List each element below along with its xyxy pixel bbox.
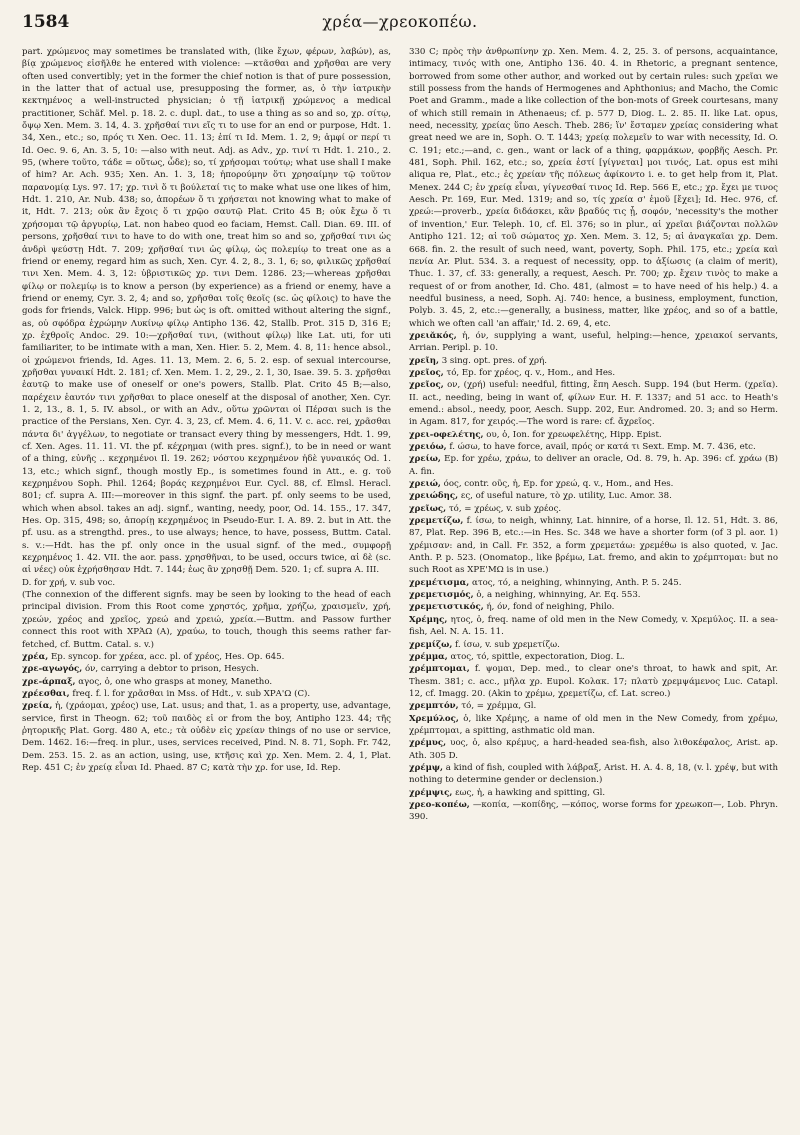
entry-headword: χρειᾰκός,: [409, 330, 457, 341]
entry-body: ον, (χρή) useful: needful, fitting, ἔπη Aesch. Supp. 194 (but Herm. (χρεῖα). II. act., needing, being in want of, φίλων Eur. H. F. 1337; and 51 acc. to Heath's emend.: absol., needy, poor, Aesch. Supp. 202, Eur. Andromed. 20. 3; and so Herm. in Agam. 817, for χειρός.—The word is rare: cf. ἄχρεῖος.: [409, 380, 778, 428]
entry-headword: χρεμετίζω,: [409, 516, 464, 527]
entry-body: ἡ, (χράομαι, χρέος) use, Lat. usus; and that, 1. as a property, use, advantage, service, first in Theogn. 62; τοῦ παιδὸς εἰ or from the boy, Antipho 123. 44; τῆς ῥητορικῆς Plat. Gorg. 480 A, etc.; τὰ οὐδὲν εἰς χρείαν things of no use or service, Dem. 1462. 16:—freq. in plur., uses, services received, Pind. N. 8. 71, Soph. Fr. 742, Dem. 253. 15. 2. as an action, using, use, κτῆσις καὶ χρ. Xen. Mem. 2. 4, 1, Plat. Rep. 451 C; ἐν χρείᾳ εἶναι Id. Phaed. 87 C; κατὰ τὴν χρ. for use, Id. Rep.: [22, 701, 391, 773]
entry-headword: χρειόω,: [409, 442, 447, 452]
entry-body: ἡ, όν, supplying a want, useful, helping:—hence, χρειακοί servants, Arrian. Peripl. p. 10.: [409, 330, 778, 354]
dictionary-entry: [409, 762, 778, 787]
entry-body: D. for χρή, v. sub voc.: [22, 577, 116, 588]
entry-headword: χρέεσθαι,: [22, 688, 70, 699]
dictionary-entry: [409, 429, 778, 441]
entry-body: ητος, ὁ, freq. name of old men in the New Comedy, v. Χρεμύλος. II. a sea-fish, Ael. N. A. 15. 11.: [409, 614, 778, 638]
entry-body: ατος, τό, a neighing, whinnying, Anth. P. 5. 245.: [472, 577, 682, 588]
entry-body: ή, όν, fond of neighing, Philo.: [486, 602, 615, 613]
entry-body: τό, = χρέως, v. sub χρέος.: [448, 503, 562, 514]
dictionary-entry: [22, 688, 391, 700]
dictionary-entry: [409, 787, 778, 799]
entry-body: τό, = χρέμμα, Gl.: [461, 701, 537, 712]
entry-body: 330 C; πρὸς τὴν ἀνθρωπίνην χρ. Xen. Mem. 4. 2, 25. 3. of persons, acquaintance, intimacy, τινός with one, Antipho 136. 40. 4. in Rhetoric, a pregnant sentence, borrowed from some other author, and worked out by certain rules: such χρεῖαι we still possess from the hands of Hermogenes and Aphthonius; and Macho, the Comic Poet and Gramm., made a like collection of the bon-mots of Greek courtesans, many of which still remain in Athenaeus; cf. p. 577 D, Diog. L. 2. 85. II. like Lat. opus, need, necessity, χρείας ὕπο Aesch. Theb. 286; ἵν' ἔσταμεν χρείας considering what great need we are in, Soph. O. T. 1443; χρείᾳ πολεμεῖν to war with necessity, Id. O. C. 191; etc.;—and, c. gen., want or lack of a thing, φαρμάκων, φορβῆς Aesch. Pr. 481, Soph. Phil. 162, etc.; so, χρεία ἐστί [γίγνεται] μοι τινός, Lat. opus est mihi aliqua re, Plat., etc.; ἐς χρείαν τῆς πόλεως ἀφίκοντο i. e. to get help from it, Plat. Menex. 244 C; ἐν χρείᾳ εἶναι, γίγνεσθαί τινος Id. Rep. 566 E, etc.; χρ. ἔχει με τινος Aesch. Pr. 169, Eur. Med. 1319; and so, τίς χρεία σ' ἐμοῦ [ἔχει]; Id. Hec. 976, cf. χρεώ:—proverb., χρεία διδάσκει, κἂν βραδύς τις ᾖ, σοφόν, 'necessity's the mother of invention,' Eur. Teleph. 10, cf. El. 376; so in plur., αἱ χρεῖαι βιάζονται πολλῶν Antipho 121. 12; αἱ τοῦ σώματος χρ. Xen. Mem. 3. 12, 5; αἱ ἀναγκαῖαι χρ. Dem. 668. fin. 2. the result of such need, want, poverty, Soph. Phil. 175, etc.; χρεία καὶ πενία Ar. Plut. 534. 3. a request of necessity, opp. to ἀξίωσις (a claim of merit), Thuc. 1. 37, cf. 33: generally, a request, Aesch. Pr. 700; χρ. ἔχειν τινὸς to make a request of or from another, Id. Cho. 481, (almost = to have need of his help.) 4. a needful business, a need, Soph. Aj. 740: hence, a business, employment, function, Polyb. 3. 45, 2, etc.:—generally, a business, matter, like χρέος, and so of a battle, which we often call 'an affair,' Id. 2. 69, 4, etc.: [409, 47, 778, 329]
entry-body: εως, ἡ, a hawking and spitting, Gl.: [455, 787, 606, 798]
entry-headword: χρεῖος,: [409, 380, 444, 391]
entry-headword: χρέμψις,: [409, 787, 453, 798]
entry-body: (The connexion of the different signfs. may be seen by looking to the head of each principal division. From this Root come χρηστός, χρῆμα, χρήζω, χραισμεῖν, χρή, χρεών, χρέος and χρεῖος, χρεώ and χρειώ, χρεία.—Buttm. and Passow further connect this root with ΧΡΆΩ (A), χραύω, to touch, though this seems rather far-fetched, cf. Buttm. Catal. s. v.): [22, 590, 391, 650]
entry-headword: χρέμπτομαι,: [409, 664, 470, 675]
dictionary-entry: [409, 713, 778, 738]
dictionary-entry: [409, 515, 778, 577]
entry-headword: χρεῖως,: [409, 503, 447, 514]
dictionary-entry: [409, 700, 778, 712]
entry-body: ὁ, like Χρέμης, a name of old men in the New Comedy, from χρέμω, χρέμπτομαι, a spitting, asthmatic old man.: [409, 713, 778, 736]
entry-body: υος, ὁ, also κρέμυς, a hard-headed sea-fish, also λιθοκέφαλος, Arist. ap. Ath. 305 D.: [409, 738, 778, 761]
text-columns: [22, 46, 778, 1121]
entry-body: τό, Ep. for χρέος, q. v., Hom., and Hes.: [446, 367, 616, 378]
dictionary-entry: [409, 453, 778, 478]
entry-headword: χρε-αγωγός,: [22, 664, 83, 675]
entry-headword: χρέα,: [22, 651, 49, 662]
dictionary-entry: [409, 589, 778, 601]
entry-headword: χρει-οφελέτης,: [409, 429, 484, 440]
dictionary-entry: [409, 663, 778, 700]
entry-headword: χρεία,: [22, 701, 53, 712]
dictionary-entry: [409, 478, 778, 490]
entry-body: όν, carrying a debtor to prison, Hesych.: [85, 664, 260, 675]
entry-headword: χρεῖος,: [409, 367, 444, 378]
dictionary-entry: [409, 503, 778, 515]
entry-body: a kind of fish, coupled with λάβραξ, Arist. H. A. 4. 8, 18, (v. l. χρέψ, but with nothing to determine gender or declension.): [409, 762, 778, 786]
entry-headword: Χρεμύλος,: [409, 713, 459, 724]
entry-headword: χρεο-κοπέω,: [409, 799, 470, 810]
dictionary-entry: [409, 601, 778, 613]
entry-headword: χρεμίζω,: [409, 639, 453, 650]
entry-body: —κοπία, —κοπίδης, —κόπος, worse forms for χρεωκοπ—, Lob. Phryn. 390.: [409, 799, 778, 823]
dictionary-entry: [22, 651, 391, 663]
dictionary-entry: [22, 663, 391, 675]
entry-body: f. ίσω, to neigh, whinny, Lat. hinnire, of a horse, Il. 12. 51, Hdt. 3. 86, 87, Plat. Rep. 396 B, etc.:—in Hes. Sc. 348 we have a shorter form (of 3 pl. aor. 1) χρέμισαν: and, in Call. Fr. 352, a form χρεμετάω: χρεμέθω is also quoted, v. Jac. Anth. P. p. 523. (Onomatop., like βρέμω, Lat. fremo, and akin to χρέμπτομαι: but no such Root as ΧΡΕ'ΜΩ is in use.): [409, 516, 778, 576]
dictionary-entry: [409, 490, 778, 502]
entry-headword: χρε-άρπαξ,: [22, 676, 76, 687]
entry-body: ου, ὁ, Ion. for χρεωφελέτης, Hipp. Epist.: [486, 429, 662, 440]
dictionary-entry: [409, 614, 778, 639]
entry-headword: χρειώδης,: [409, 491, 459, 502]
entry-headword: χρείω,: [409, 454, 441, 465]
entry-headword: χρεμέτισμα,: [409, 577, 470, 588]
entry-body: ατος, τό, spittle, expectoration, Diog. L.: [450, 651, 625, 662]
entry-headword: χρέμμα,: [409, 651, 448, 662]
dictionary-entry: [22, 577, 391, 589]
dictionary-entry: [409, 379, 778, 428]
dictionary-entry: [409, 577, 778, 589]
dictionary-entry: [409, 46, 778, 330]
entry-headword: χρεμπτόν,: [409, 701, 459, 712]
entry-headword: χρειώ,: [409, 479, 441, 490]
entry-body: freq. f. l. for χρᾶσθαι in Mss. of Hdt., v. sub ΧΡΑ'Ω (C).: [72, 688, 311, 699]
entry-body: ὁ, a neighing, whinnying, Ar. Eq. 553.: [476, 590, 641, 601]
left-column: [22, 46, 391, 1121]
dictionary-entry: [409, 441, 778, 453]
dictionary-entry: [22, 700, 391, 774]
dictionary-entry: [22, 46, 391, 577]
entry-headword: Χρέμης,: [409, 614, 448, 625]
entry-headword: χρέμυς,: [409, 738, 447, 749]
page-header: [22, 12, 778, 38]
right-column: [409, 46, 778, 1121]
dictionary-entry: [22, 589, 391, 651]
dictionary-entry: [409, 367, 778, 379]
entry-body: Ep. syncop. for χρέεα, acc. pl. of χρέος, Hes. Op. 645.: [50, 651, 285, 662]
running-head: χρέα—χρεοκοπέω.: [322, 12, 478, 31]
dictionary-entry: [409, 330, 778, 355]
page-number: 1584: [22, 12, 70, 32]
entry-body: Ep. for χρέω, χράω, to deliver an oracle, Od. 8. 79, h. Ap. 396: cf. χράω (B) A. fin.: [409, 454, 778, 477]
entry-body: part. χρώμενος may sometimes be translated with, (like ἔχων, φέρων, λαβών), as, βίᾳ χρώμενος εἰσῆλθε he entered with violence: —κτᾶσθαι and χρῆσθαι are very often used convertibly; yet in the former the chief notion is that of pure possession, in the latter that of actual use, presupposing the former, as, ὁ τὴν ἰατρικὴν κεκτημένος a well-instructed physician; ὁ τῇ ἰατρικῇ χρώμενος a medical practitioner, Schäf. Mel. p. 18. 2. c. dupl. dat., to use a thing as so and so, χρ. σίτῳ, ὄψῳ Xen. Mem. 3. 14, 4. 3. χρῆσθαί τινι εἴς τι to use for an end or purpose, Hdt. 1. 34, Xen., etc.; so, πρός τι Xen. Oec. 11. 13; ἐπί τι Id. Mem. 1. 2, 9; ἀμφί or περί τι Id. Oec. 9. 6, An. 3. 5, 10: —also with neut. Adj. as Adv., χρ. τινί τι Hdt. 1. 210., 2. 95, (where τοῦτο, τάδε = οὕτως, ὧδε); so, τί χρήσομαι τούτῳ; what use shall I make of him? Ar. Ach. 935; Xen. An. 1. 3, 18; ἠπορούμην ὅτι χρησαίμην τῷ τοῦτον παρανομίᾳ Lys. 97. 17; χρ. τινὶ ὅ τι βούλεταί τις to make what use one likes of him, Hdt. 1. 210, Ar. Nub. 438; so, ἀπορέων ὅ τι χρήσεται not knowing what to make of it, Hdt. 7. 213; οὐκ ἂν ἔχοις ὅ τι χρῷο σαυτῷ Plat. Crito 45 B; οὐκ ἔχω ὅ τι χρήσομαι τῷ ἀργυρίῳ, Lat. non habeo quod eo faciam, Hemst. Call. Dian. 69. III. of persons, χρῆσθαί τινι to have to do with one, treat him so and so, χρῆσθαί τινι ὡς ἀνδρὶ ψεύστῃ Hdt. 7. 209; χρῆσθαί τινι ὡς φίλῳ, ὡς πολεμίῳ to treat one as a friend or enemy, regard him as such, Xen. Cyr. 4. 2, 8., 3. 1, 6; so, φιλικῶς χρῆσθαί τινι Xen. Mem. 4. 3, 12: ὑβριστικῶς χρ. τινι Dem. 1286. 23;—whereas χρῆσθαι φίλῳ or πολεμίῳ is to know a person (by experience) as a friend or enemy, have a friend or enemy, Cyr. 3. 2, 4; and so, χρῆσθαι τοῖς θεοῖς (sc. ὡς φίλοις) to have the gods for friends, Valck. Hipp. 996; but ὡς is oft. omitted without altering the signf., as, οὐ σφόδρα ἐχρώμην Λυκίνῳ φίλῳ Antipho 136. 42, Stallb. Prot. 315 D, 316 E; χρ. ἐχθροῖς Andoc. 29. 10:—χρῆσθαί τινι, (without φίλῳ) like Lat. uti, for uti familiariter, to be intimate with a man, Xen. Hier. 5. 2, Mem. 4. 8, 11: hence absol., οἱ χρώμενοι friends, Id. Ages. 11. 13, Mem. 2. 6, 5. 2. esp. of sexual intercourse, χρῆσθαι γυναικί Hdt. 2. 181; cf. Xen. Mem. 1. 2, 29., 2. 1, 30, Isae. 39. 5. 3. χρῆσθαι ἑαυτῷ to make use of oneself or one's powers, Stallb. Plat. Crito 45 B;—also, παρέχειν ἑαυτόν τινι χρῆσθαι to place oneself at the disposal of another, Xen. Cyr. 1. 2, 13., 8. 1, 5. IV. absol., or with an Adv., οὕτω χρῶνται οἱ Πέρσαι such is the practice of the Persians, Xen. Cyr. 4. 3, 23, cf. Mem. 4. 6, 11. V. c. acc. rei, χρᾶσθαι πάντα δι' ἀγγέλων, to negotiate or transact every thing by messengers, Hdt. 1. 99, cf. Xen. Ages. 11. 11. VI. the pf. κέχρημαι (with pres. signf.), to be in need or want of a thing, εὐνῆς .. κεχρημένοι Il. 19. 262; νόστου κεχρημένον ἠδὲ γυναικός Od. 1. 13, etc.; which signf., though mostly Ep., is sometimes found in Att., e. g. τοῦ κεχρημένου Soph. Phil. 1264; βοράς κεχρημένοι Eur. Cycl. 88, cf. Elmsl. Heracl. 801; cf. supra A. III:—moreover in this signf. the part. pf. only seems to be used, which when absol. takes an adj. signf., wanting, needy, poor, Od. 14. 155., 17. 347, Hes. Op. 315, 498; so, ἀπορίῃ κεχρημένος in Pseudo-Eur. I. A. 89. 2. but in Att. the pf. usu. as a strengthd. pres., to use always; hence, to have, possess, Buttm. Catal. s. v.:—Hdt. has the pf. only once in the usual signf. of the med., συμφορῇ κεχρημένος 1. 42. VII. the aor. pass. χρησθῆναι, to be used, occurs twice, αἱ δὲ (sc. αἱ νέες) οὐκ ἐχρήσθησαν Hdt. 7. 144; ἐως ἂν χρησθῇ Dem. 520. 1; cf. supra A. III.: [22, 47, 391, 576]
entry-body: 3 sing. opt. pres. of χρή.: [441, 355, 547, 366]
entry-headword: χρεμετιστικός,: [409, 602, 484, 613]
entry-body: f. ψομαι, Dep. med., to clear one's throat, to hawk and spit, Ar. Thesm. 381; c. acc., μῆλα χρ. Eupol. Κολακ. 17; πλατὺ χρεμψάμενος Luc. Catapl. 12, cf. Imagg. 20. (Akin to χρέμω, χρεμετίζω, cf. Lat. screo.): [409, 664, 778, 699]
entry-body: όος, contr. οῦς, ἡ, Ep. for χρεώ, q. v., Hom., and Hes.: [443, 479, 674, 490]
dictionary-entry: [22, 676, 391, 688]
dictionary-entry: [409, 639, 778, 651]
entry-headword: χρεῖη,: [409, 355, 439, 366]
entry-body: ες, of useful nature, τὸ χρ. utility, Luc. Amor. 38.: [460, 491, 672, 502]
entry-headword: χρεμετισμός,: [409, 590, 474, 601]
entry-body: f. ίσω, v. sub χρεμετίζω.: [455, 639, 560, 650]
entry-body: f. ώσω, to have force, avail, πρός or κατά τι Sext. Emp. M. 7. 436, etc.: [449, 442, 756, 452]
dictionary-entry: [409, 737, 778, 762]
dictionary-entry: [409, 355, 778, 367]
dictionary-entry: [409, 799, 778, 824]
entry-headword: χρέμψ,: [409, 762, 443, 773]
dictionary-entry: [409, 651, 778, 663]
entry-body: αγος, ὁ, one who grasps at money, Manetho.: [78, 676, 273, 687]
